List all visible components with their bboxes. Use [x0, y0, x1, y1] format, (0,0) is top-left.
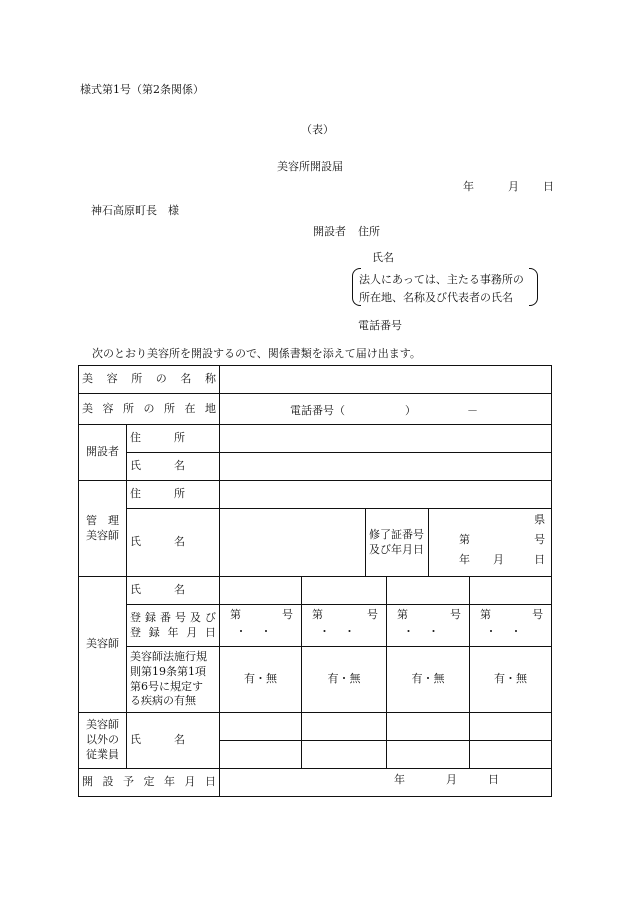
cert-year-label: 年	[459, 553, 470, 566]
other-staff-field-2[interactable]	[302, 713, 387, 741]
row-beautician-disease	[79, 647, 552, 713]
applicant-tel-label: 電話番号	[358, 319, 402, 332]
other-staff-label-line-1: 美容師	[86, 718, 119, 732]
reg-go: 号	[450, 608, 461, 621]
disease-label-line-1: 美容師法施行規	[130, 649, 207, 663]
manager-name-field[interactable]	[220, 509, 366, 577]
disease-field-1[interactable]: 有・無	[220, 647, 302, 713]
year-label: 年	[463, 180, 474, 193]
manager-address-field[interactable]	[220, 481, 552, 509]
shop-name-field[interactable]	[220, 366, 552, 394]
reg-label-line-1: 登録番号及び	[130, 610, 216, 624]
other-staff-field-5[interactable]	[220, 741, 302, 769]
disease-field-4[interactable]: 有・無	[470, 647, 552, 713]
reg-dots: ・・	[319, 625, 369, 638]
reg-dots: ・・	[485, 625, 536, 638]
reg-go: 号	[367, 608, 378, 621]
reg-field-2[interactable]	[302, 605, 387, 647]
row-other-staff-1	[79, 713, 552, 741]
other-staff-field-8[interactable]	[470, 741, 552, 769]
month-label: 月	[508, 180, 519, 193]
other-staff-label-line-2: 以外の	[86, 733, 119, 747]
open-month-label: 月	[446, 773, 457, 786]
tel-close: ）	[405, 404, 416, 417]
other-staff-field-1[interactable]	[220, 713, 302, 741]
row-beautician-reg	[79, 605, 552, 647]
row-manager-name	[79, 509, 552, 577]
disease-field-2[interactable]: 有・無	[302, 647, 387, 713]
submission-date	[463, 178, 554, 194]
reg-dots: ・・	[403, 625, 453, 638]
opener-name-label: 氏 名	[127, 453, 220, 481]
cert-go-label: 号	[534, 533, 546, 546]
day-label: 日	[543, 180, 554, 193]
row-shop-location	[79, 394, 552, 425]
corp-note-line-2: 所在地、名称及び代表者の氏名	[359, 291, 513, 304]
beautician-name-label: 氏 名	[127, 577, 220, 605]
shop-name-label: 美容所の名称	[79, 366, 220, 394]
cert-field[interactable]	[429, 509, 552, 577]
applicant-label: 開設者	[313, 225, 346, 238]
right-bracket	[529, 268, 538, 306]
beautician-name-field-4[interactable]	[470, 577, 552, 605]
reg-label	[127, 605, 220, 647]
row-opener-name	[79, 453, 552, 481]
beautician-label: 美容師	[79, 577, 127, 713]
cert-day-label: 日	[534, 553, 546, 566]
other-staff-label-line-3: 従業員	[86, 747, 119, 761]
cert-label	[366, 509, 429, 577]
cert-label-line-2: 及び年月日	[369, 542, 424, 556]
cert-label-line-1: 修了証番号	[369, 527, 424, 541]
tel-dash: －	[467, 404, 478, 417]
disease-label	[127, 647, 220, 713]
reg-dai: 第	[312, 608, 323, 621]
form-title: 美容所開設届	[277, 160, 343, 173]
opener-address-field[interactable]	[220, 425, 552, 453]
opener-address-label: 住 所	[127, 425, 220, 453]
beautician-name-field-3[interactable]	[387, 577, 470, 605]
row-beautician-name	[79, 577, 552, 605]
application-table	[78, 365, 552, 797]
disease-field-3[interactable]: 有・無	[387, 647, 470, 713]
manager-name-label: 氏 名	[127, 509, 220, 577]
applicant-name-label: 氏名	[372, 251, 394, 264]
applicant-address-label: 住所	[358, 225, 380, 238]
addressee: 神石高原町長 様	[91, 204, 179, 217]
disease-label-line-4: る疾病の有無	[130, 694, 196, 708]
opener-name-field[interactable]	[220, 453, 552, 481]
reg-field-1[interactable]	[220, 605, 302, 647]
row-opener-address	[79, 425, 552, 453]
open-day-label: 日	[488, 773, 499, 786]
manager-address-label: 住 所	[127, 481, 220, 509]
other-staff-field-4[interactable]	[470, 713, 552, 741]
tel-label: 電話番号（	[290, 404, 345, 417]
other-staff-field-7[interactable]	[387, 741, 470, 769]
reg-label-line-2: 登 録 年 月 日	[130, 625, 216, 639]
open-date-label: 開設予定年月日	[79, 769, 220, 797]
reg-dai: 第	[230, 608, 241, 621]
reg-dots: ・・	[235, 625, 286, 638]
disease-label-line-3: 第6号に規定す	[130, 679, 203, 693]
cert-dai-label: 第	[459, 533, 470, 546]
ken-label: 県	[534, 513, 546, 526]
form-side-label: （表）	[301, 123, 334, 136]
other-staff-name-label: 氏 名	[127, 713, 220, 769]
row-shop-name	[79, 366, 552, 394]
other-staff-field-6[interactable]	[302, 741, 387, 769]
reg-dai: 第	[480, 608, 491, 621]
open-year-label: 年	[394, 773, 405, 786]
form-number: 様式第1号（第2条関係）	[80, 83, 204, 96]
beautician-name-field-1[interactable]	[220, 577, 302, 605]
shop-location-label: 美容所の所在地	[79, 394, 220, 425]
corp-note-line-1: 法人にあっては、主たる事務所の	[359, 273, 524, 286]
shop-location-field[interactable]	[220, 394, 552, 425]
open-date-field[interactable]	[220, 769, 552, 797]
intro-text: 次のとおり美容所を開設するので、関係書類を添えて届け出ます。	[92, 347, 421, 360]
manager-label	[79, 481, 127, 577]
opener-label: 開設者	[79, 425, 127, 481]
beautician-name-field-2[interactable]	[302, 577, 387, 605]
corporation-note	[352, 268, 538, 306]
reg-field-4[interactable]	[470, 605, 552, 647]
other-staff-label	[79, 713, 127, 769]
cert-month-label: 月	[493, 553, 504, 566]
disease-label-line-2: 則第19条第1項	[130, 664, 206, 678]
manager-label-line-1: 管 理	[86, 513, 119, 527]
manager-label-line-2: 美容師	[86, 528, 119, 542]
row-open-date	[79, 769, 552, 797]
row-manager-address	[79, 481, 552, 509]
reg-field-3[interactable]	[387, 605, 470, 647]
reg-go: 号	[532, 608, 544, 621]
reg-dai: 第	[397, 608, 408, 621]
other-staff-field-3[interactable]	[387, 713, 470, 741]
reg-go: 号	[282, 608, 293, 621]
